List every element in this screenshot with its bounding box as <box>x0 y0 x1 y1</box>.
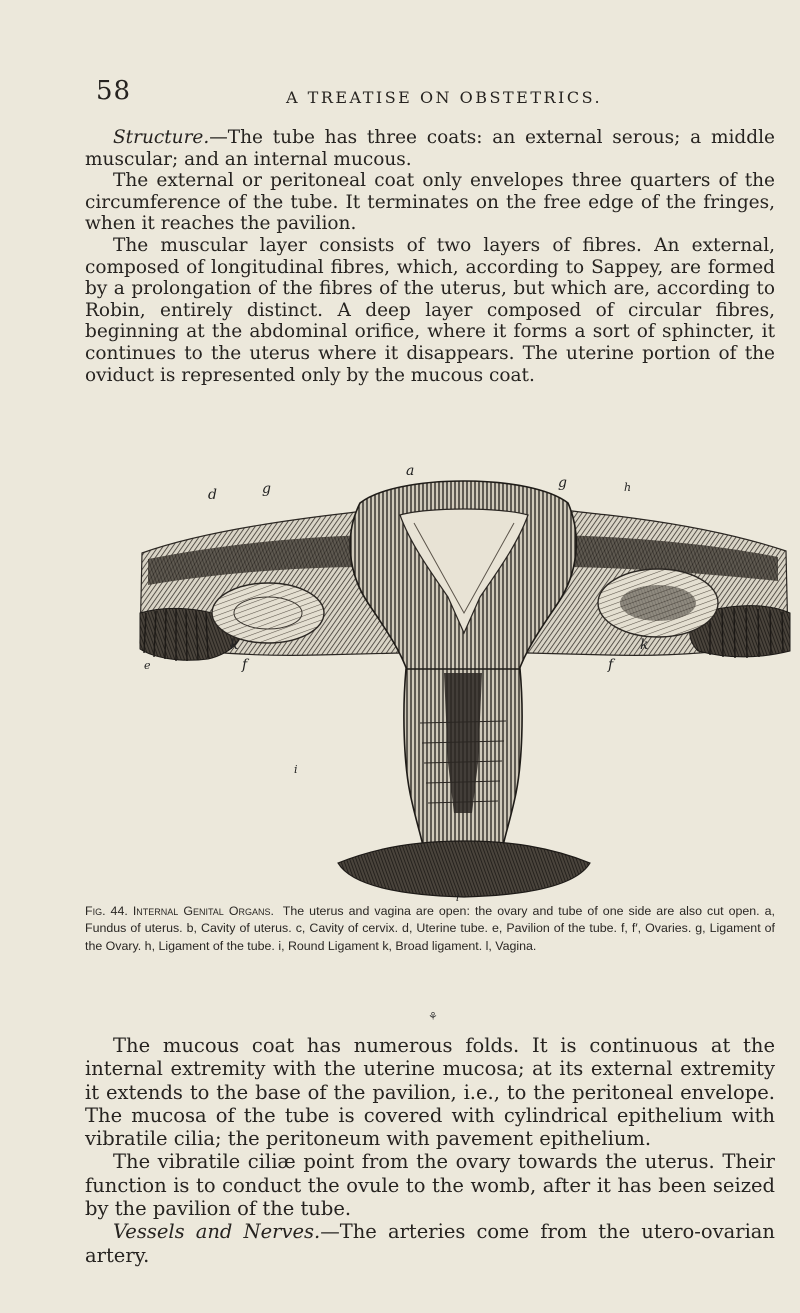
figure-44-illustration <box>138 463 792 903</box>
label-f: f <box>242 657 248 673</box>
structure-heading: Structure. <box>113 127 210 148</box>
mucous-paragraph-1: The mucous coat has numerous folds. It is continuous at the internal extremity with the uterine mucosa; at its external extremity it extends to the base of the pavilion, i.e., to the peritoneal envelope. The mucosa of the tube is covered with cylindrical epithelium with vibratile cilia; the peritoneum with pavement epithelium. <box>85 1034 775 1151</box>
right-ovary-section <box>620 585 696 621</box>
vessels-paragraph <box>85 1220 775 1267</box>
vessels-text: —The arteries come from the utero-ovarian artery. <box>85 1220 775 1267</box>
structure-paragraph-1 <box>85 127 775 170</box>
structure-paragraph-1-text: —The tube has three coats: an external serous; a middle muscular; and an internal mucous. <box>85 127 775 170</box>
mucous-paragraph-2: The vibratile ciliæ point from the ovary towards the uterus. Their function is to conduct the ovule to the womb, after it has been seized by the pavilion of the tube. <box>85 1150 775 1221</box>
ornament: ⚘ <box>428 1010 438 1023</box>
label-k-right: k <box>640 637 649 653</box>
figure-title: Internal Genital Organs. <box>132 904 274 918</box>
page-number: 58 <box>96 76 132 106</box>
label-f-prime: f <box>608 657 614 673</box>
label-k-left: k <box>230 637 239 653</box>
label-e: e <box>144 659 151 672</box>
structure-paragraph-2: The external or peritoneal coat only envelopes three quarters of the circumference of the tube. It terminates on the free edge of the fringes, when it reaches the pavilion. <box>85 170 775 235</box>
label-a: a <box>406 463 415 479</box>
figure-caption <box>85 903 775 955</box>
vessels-heading: Vessels and Nerves. <box>113 1220 321 1244</box>
running-head <box>96 76 776 110</box>
running-title: A TREATISE ON OBSTETRICS. <box>286 88 603 107</box>
structure-paragraph-3: The muscular layer consists of two layers of fibres. An external, composed of longitudinal fibres, which, according to Sappey, are formed by a prolongation of the fibres of the uterus, but which are, according to Robin, entirely distinct. A deep layer composed of circular fibres, beginning at the abdominal orifice, where it forms a sort of sphincter, it continues to the uterus where it disappears. The uterine portion of the oviduct is represented only by the mucous coat. <box>85 234 775 386</box>
figure-caption-text: The uterus and vagina are open: the ovary and tube of one side are also cut open. a, Fundus of uterus. b, Cavity of uterus. c, Cavity of cervix. d, Uterine tube. e, Pavilion of the tube. f, f′, Ovaries. g, Ligament of the Ovary. h, Ligament of the tube. i, Round Ligament k, Broad ligament. l, Vagina. <box>85 904 775 953</box>
label-l: l <box>456 893 460 903</box>
label-h: h <box>624 481 632 494</box>
label-g-left: g <box>262 481 271 497</box>
label-d: d <box>208 487 217 503</box>
vaginal-orifice <box>338 841 590 897</box>
structure-section <box>85 127 775 386</box>
left-ovary <box>212 583 324 643</box>
mucous-section <box>85 1034 775 1267</box>
label-i: i <box>294 763 298 776</box>
uterus-engraving <box>138 463 792 903</box>
label-g-right: g <box>558 475 567 491</box>
figure-number: Fig. 44. <box>85 904 128 918</box>
